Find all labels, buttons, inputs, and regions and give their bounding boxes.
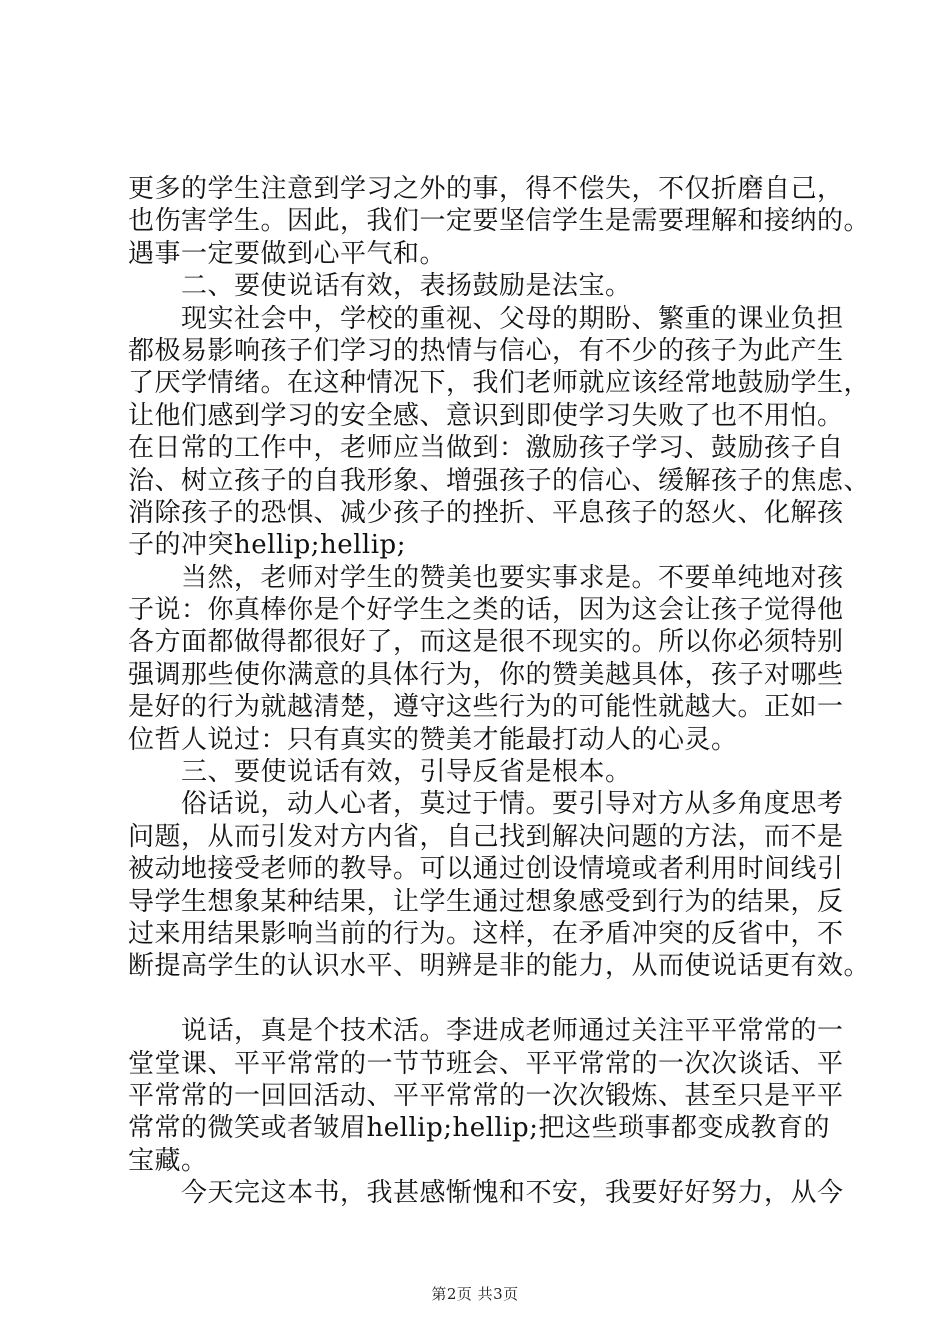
text-line: 了厌学情绪。在这种情况下，我们老师就应该经常地鼓励学生， (128, 368, 871, 399)
text-line: 被动地接受老师的教导。可以通过创设情境或者利用时间线引 (128, 854, 844, 885)
body-text (128, 173, 871, 1210)
text-line: 常常的微笑或者皱眉hellip;hellip;把这些琐事都变成教育的 (128, 1113, 830, 1144)
text-line: 更多的学生注意到学习之外的事，得不偿失，不仅折磨自己， (128, 174, 844, 204)
text-line: 治、树立孩子的自我形象、增强孩子的信心、缓解孩子的焦虑、 (128, 465, 871, 496)
section-heading: 三、要使说话有效，引导反省是根本。 (128, 757, 632, 788)
blank-line (128, 983, 850, 1015)
text-line: 导学生想象某种结果，让学生通过想象感受到行为的结果，反 (128, 886, 844, 917)
text-line: 断提高学生的认识水平、明辨是非的能力，从而使说话更有效。 (128, 951, 871, 982)
text-line: 俗话说，动人心者，莫过于情。要引导对方从多角度思考 (128, 789, 844, 820)
text-line: 也伤害学生。因此，我们一定要坚信学生是需要理解和接纳的。 (128, 206, 871, 237)
text-line: 子的冲突hellip;hellip; (128, 530, 406, 561)
text-line: 子说：你真棒你是个好学生之类的话，因为这会让孩子觉得他 (128, 595, 844, 626)
text-line: 过来用结果影响当前的行为。这样，在矛盾冲突的反省中，不 (128, 918, 844, 949)
text-line: 让他们感到学习的安全感、意识到即使学习失败了也不用怕。 (128, 400, 844, 431)
text-line: 各方面都做得都很好了，而这是很不现实的。所以你必须特别 (128, 627, 844, 658)
text-line: 遇事一定要做到心平气和。 (128, 238, 447, 269)
page-indicator: 第2页 共3页 (431, 1285, 519, 1303)
text-line: 平常常的一回回活动、平平常常的一次次锻炼、甚至只是平平 (128, 1080, 844, 1111)
text-line: 问题，从而引发对方内省，自己找到解决问题的方法，而不是 (128, 821, 844, 852)
text-line: 今天完这本书，我甚感惭愧和不安，我要好好努力，从今 (128, 1178, 844, 1209)
text-line: 都极易影响孩子们学习的热情与信心，有不少的孩子为此产生 (128, 335, 844, 366)
text-line: 消除孩子的恐惧、减少孩子的挫折、平息孩子的怒火、化解孩 (128, 497, 844, 528)
page-footer (0, 1283, 950, 1304)
text-line: 强调那些使你满意的具体行为，你的赞美越具体，孩子对哪些 (128, 659, 844, 690)
text-line: 是好的行为就越清楚，遵守这些行为的可能性就越大。正如一 (128, 692, 844, 723)
text-line: 在日常的工作中，老师应当做到：激励孩子学习、鼓励孩子自 (128, 433, 844, 464)
text-line: 说话，真是个技术活。李进成老师通过关注平平常常的一 (128, 1016, 844, 1047)
section-heading: 二、要使说话有效，表扬鼓励是法宝。 (128, 271, 632, 302)
text-line: 位哲人说过：只有真实的赞美才能最打动人的心灵。 (128, 724, 738, 755)
text-line: 现实社会中，学校的重视、父母的期盼、繁重的课业负担 (128, 303, 844, 334)
text-line: 宝藏。 (128, 1145, 208, 1176)
text-line: 当然，老师对学生的赞美也要实事求是。不要单纯地对孩 (128, 562, 844, 593)
text-line: 堂堂课、平平常常的一节节班会、平平常常的一次次谈话、平 (128, 1048, 844, 1079)
